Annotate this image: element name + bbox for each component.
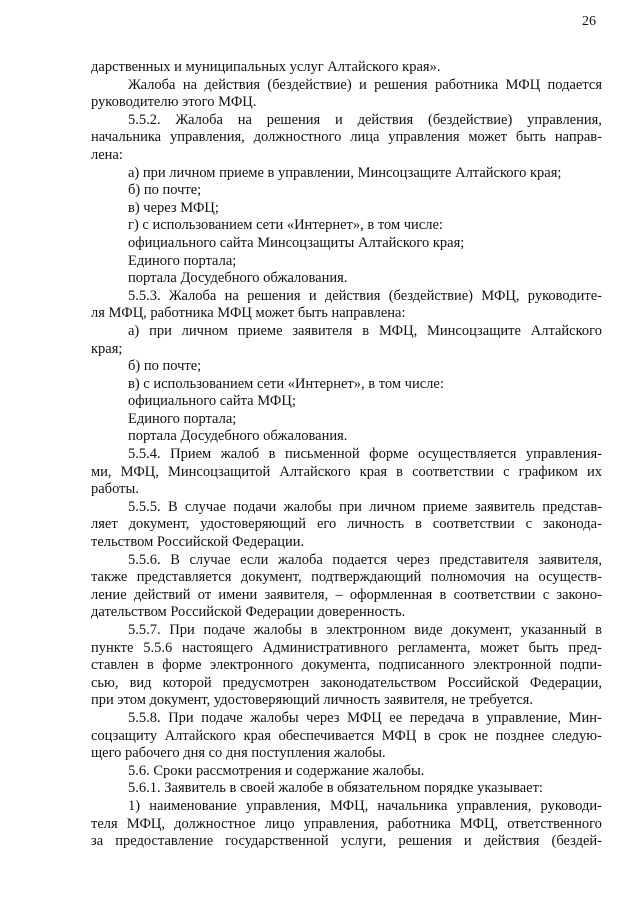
text-line: 1) наименование управления, МФЦ, начальника управления, руководи-: [128, 797, 602, 814]
text-line: сью, вид которой предусмотрен законодательством Российской Федерации,: [91, 674, 602, 691]
text-line: соцзащиту Алтайского края обеспечивается МФЦ в срок не позднее следую-: [91, 727, 602, 744]
page-number: 26: [582, 14, 596, 29]
text-line: Жалоба на действия (бездействие) и решения работника МФЦ подается: [128, 76, 602, 93]
text-line: г) с использованием сети «Интернет», в том числе:: [128, 217, 443, 234]
text-line: 5.5.5. В случае подачи жалобы при личном приеме заявитель представ-: [128, 498, 602, 515]
text-line: в) с использованием сети «Интернет», в том числе:: [128, 375, 444, 392]
text-line: за предоставление государственной услуги, решения и действия (бездей-: [91, 833, 602, 850]
text-line: 5.5.6. В случае если жалоба подается через представителя заявителя,: [128, 551, 602, 568]
text-line: 5.5.2. Жалоба на решения и действия (бездействие) управления,: [128, 111, 602, 128]
text-line: 5.5.8. При подаче жалобы через МФЦ ее передача в управление, Мин-: [128, 709, 602, 726]
text-line: а) при личном приеме в управлении, Минсоцзащите Алтайского края;: [128, 164, 562, 181]
document-body: [91, 59, 602, 851]
text-line: б) по почте;: [128, 358, 202, 375]
text-line: официального сайта Минсоцзащиты Алтайского края;: [128, 234, 465, 251]
text-line: 5.6. Сроки рассмотрения и содержание жалобы.: [128, 762, 425, 779]
text-line: портала Досудебного обжалования.: [128, 270, 348, 287]
text-line: также представляется документ, подтверждающий полномочия на осуществ-: [91, 569, 602, 586]
text-line: работы.: [91, 481, 139, 498]
text-line: щего рабочего дня со дня поступления жалобы.: [91, 745, 386, 762]
text-line: при этом документ, удостоверяющий личность заявителя, не требуется.: [91, 692, 533, 709]
text-line: Единого портала;: [128, 252, 237, 269]
text-line: руководителю этого МФЦ.: [91, 94, 257, 111]
text-line: дарственных и муниципальных услуг Алтайского края».: [91, 59, 441, 75]
text-line: ление действий от имени заявителя, – оформленная в соответствии с законо-: [91, 586, 602, 603]
text-line: ми, МФЦ, Минсоцзащитой Алтайского края в соответствии с графиком их: [91, 463, 602, 480]
text-line: ставлен в форме электронного документа, подписанного электронной подпи-: [91, 657, 602, 674]
text-line: ляет документ, удостоверяющий его личность в соответствии с законода-: [91, 516, 602, 533]
text-line: официального сайта МФЦ;: [128, 393, 296, 410]
text-line: пункте 5.5.6 настоящего Административного регламента, может быть пред-: [91, 639, 602, 656]
text-line: теля МФЦ, должностное лицо управления, работника МФЦ, ответственного: [91, 815, 602, 832]
text-line: портала Досудебного обжалования.: [128, 428, 348, 445]
text-line: тельством Российской Федерации.: [91, 534, 305, 551]
text-line: дательством Российской Федерации доверенность.: [91, 604, 406, 621]
text-line: ля МФЦ, работника МФЦ может быть направлена:: [91, 305, 406, 322]
text-line: 5.5.7. При подаче жалобы в электронном виде документ, указанный в: [128, 622, 602, 638]
text-line: Единого портала;: [128, 410, 237, 427]
text-line: 5.6.1. Заявитель в своей жалобе в обязательном порядке указывает:: [128, 780, 543, 797]
text-line: б) по почте;: [128, 182, 202, 199]
text-line: в) через МФЦ;: [128, 199, 219, 216]
text-line: лена:: [91, 146, 123, 163]
text-line: а) при личном приеме заявителя в МФЦ, Минсоцзащите Алтайского: [128, 322, 602, 339]
text-line: 5.5.4. Прием жалоб в письменной форме осуществляется управления-: [128, 446, 602, 463]
text-line: края;: [91, 340, 123, 357]
text-line: 5.5.3. Жалоба на решения и действия (бездействие) МФЦ, руководите-: [128, 287, 602, 304]
text-line: начальника управления, должностного лица управления может быть направ-: [91, 129, 602, 146]
